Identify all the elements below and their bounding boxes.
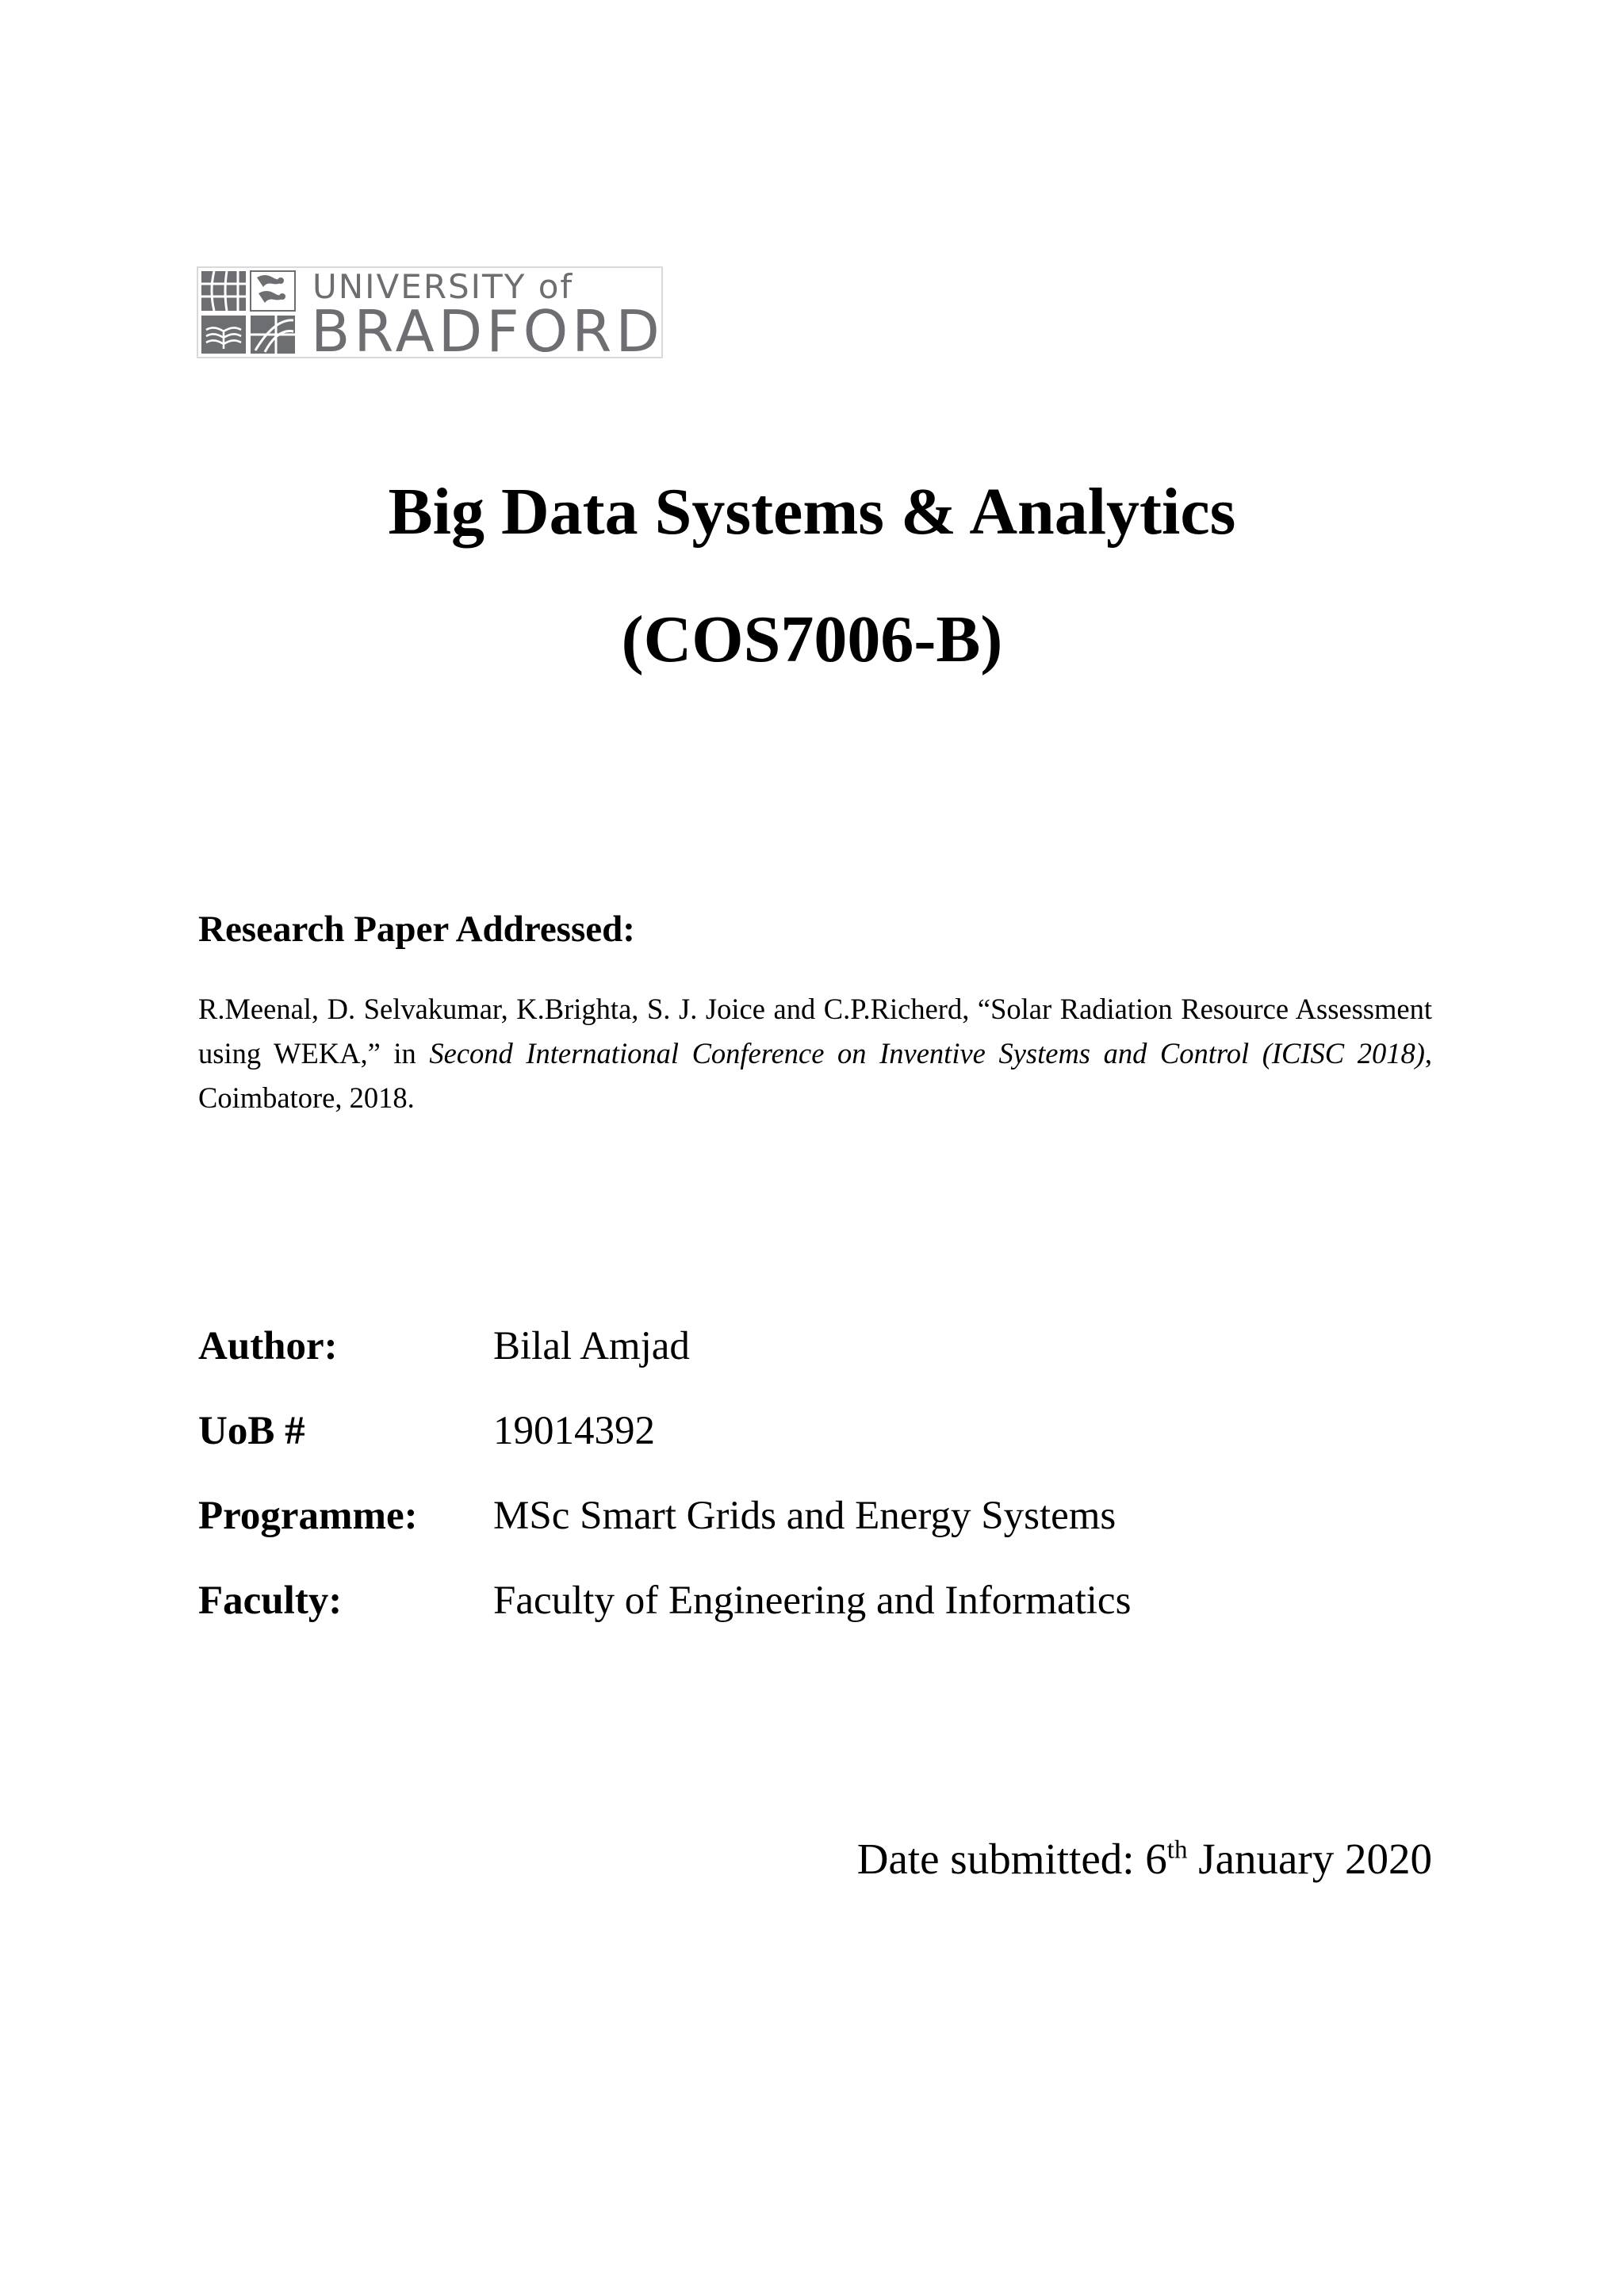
logo-university-text: UNIVERSITY of [312,267,574,306]
university-crest-icon [198,268,301,357]
reference-venue: Second International Conference on Inventive Systems and Control (ICISC 2018) [429,1037,1425,1070]
university-logo [197,266,664,365]
research-paper-reference [198,987,1432,1120]
course-code: (COS7006-B) [621,603,1003,676]
author-label: Author: [198,1324,338,1368]
date-ordinal-suffix: th [1166,1835,1188,1865]
reference-location-year: , Coimbatore, 2018. [198,1037,1432,1114]
date-submitted [857,1830,1432,1888]
faculty-value: Faculty of Engineering and Informatics [493,1578,1132,1623]
research-paper-heading: Research Paper Addressed: [198,909,635,950]
date-rest: January 2020 [1187,1835,1432,1883]
author-value: Bilal Amjad [493,1324,690,1368]
programme-label: Programme: [198,1494,418,1538]
author-row [198,1318,1467,1374]
uob-label: UoB # [198,1409,305,1453]
uob-row [198,1403,1467,1459]
programme-value: MSc Smart Grids and Energy Systems [493,1494,1116,1538]
programme-row [198,1488,1467,1544]
date-prefix: Date submitted: 6 [856,1835,1167,1883]
uob-value: 19014392 [493,1409,655,1453]
document-title: Big Data Systems & Analytics [388,475,1236,549]
faculty-row [198,1573,1467,1628]
logo-bradford-text: BRADFORD [311,298,664,365]
reference-authors-title: R.Meenal, D. Selvakumar, K.Brighta, S. J. Joice and C.P.Richerd, “Solar Radiation Resource Assessment using WEKA,” in [198,993,1432,1070]
faculty-label: Faculty: [198,1578,343,1623]
